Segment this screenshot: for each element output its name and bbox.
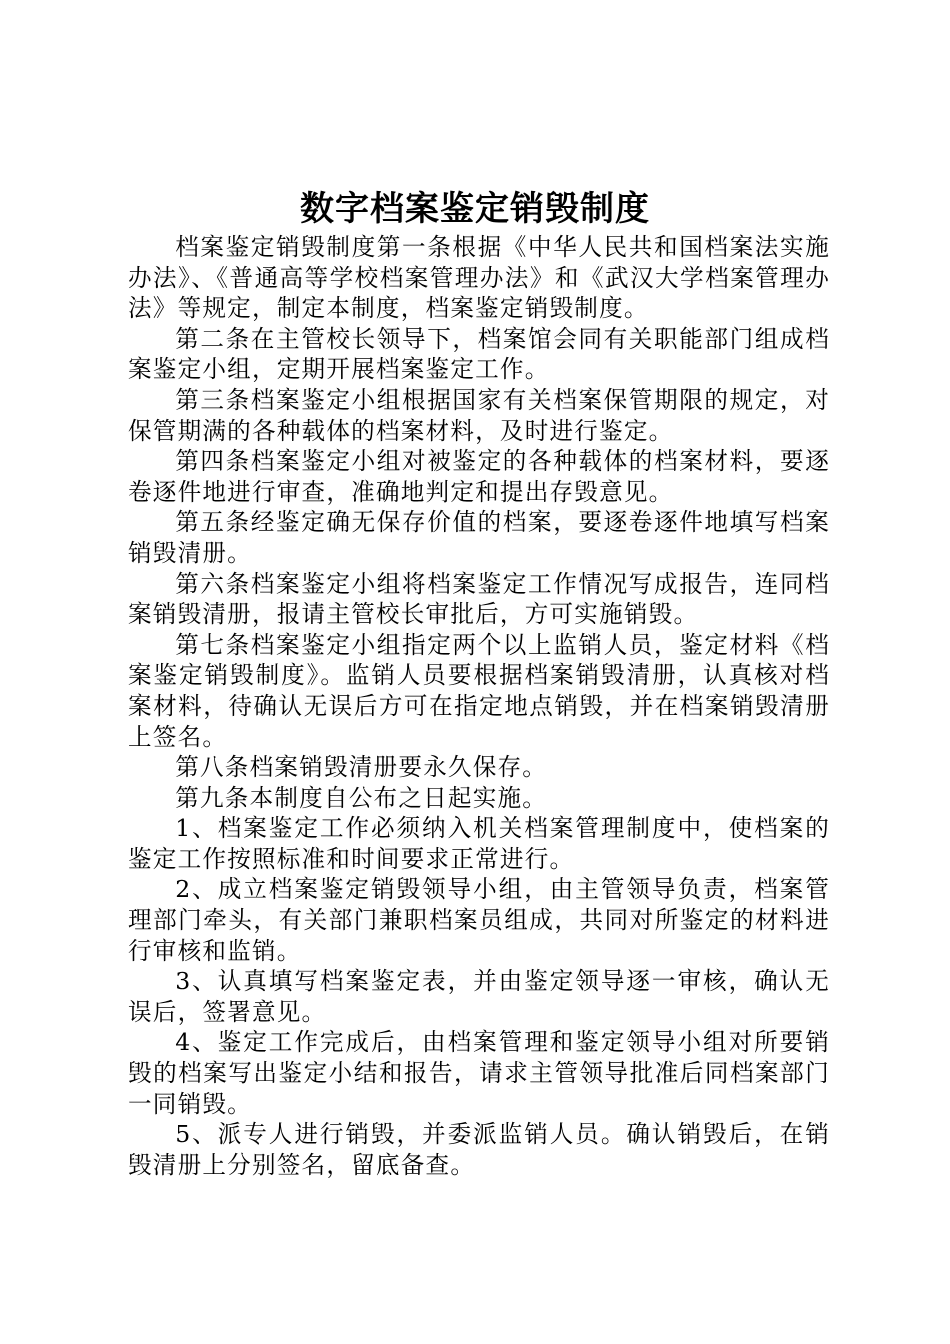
paragraph-article-4: 第四条档案鉴定小组对被鉴定的各种载体的档案材料，要逐卷逐件地进行审查，准确地判定和提出存毁意见。 (128, 447, 830, 506)
paragraph-item-4: 4、鉴定工作完成后，由档案管理和鉴定领导小组对所要销毁的档案写出鉴定小结和报告，请求主管领导批准后同档案部门一同销毁。 (128, 1028, 830, 1118)
paragraph-article-2: 第二条在主管校长领导下，档案馆会同有关职能部门组成档案鉴定小组，定期开展档案鉴定工作。 (128, 324, 830, 384)
paragraph-article-9: 第九条本制度自公布之日起实施。 (175, 783, 548, 812)
paragraph-article-5: 第五条经鉴定确无保存价值的档案，要逐卷逐件地填写档案销毁清册。 (128, 508, 830, 567)
paragraph-article-7: 第七条档案鉴定小组指定两个以上监销人员，鉴定材料《档案鉴定销毁制度》。监销人员要根据档案销毁清册，认真核对档案材料，待确认无误后方可在指定地点销毁，并在档案销毁清册上签名。 (128, 630, 830, 751)
document-body (128, 232, 830, 1180)
paragraph-article-1: 档案鉴定销毁制度第一条根据《中华人民共和国档案法实施办法》、《普通高等学校档案管理办法》和《武汉大学档案管理办法》等规定，制定本制度，档案鉴定销毁制度。 (128, 233, 830, 323)
paragraph-article-8: 第八条档案销毁清册要永久保存。 (175, 753, 548, 782)
paragraph-article-3: 第三条档案鉴定小组根据国家有关档案保管期限的规定，对保管期满的各种载体的档案材料，及时进行鉴定。 (128, 385, 830, 445)
paragraph-item-3: 3、认真填写档案鉴定表，并由鉴定领导逐一审核，确认无误后，签署意见。 (128, 967, 830, 1026)
document-title: 数字档案鉴定销毁制度 (300, 189, 650, 229)
paragraph-item-2: 2、成立档案鉴定销毁领导小组，由主管领导负责，档案管理部门牵头，有关部门兼职档案员组成，共同对所鉴定的材料进行审核和监销。 (128, 875, 830, 965)
paragraph-article-6: 第六条档案鉴定小组将档案鉴定工作情况写成报告，连同档案销毁清册，报请主管校长审批后，方可实施销毁。 (128, 569, 830, 629)
paragraph-item-5: 5、派专人进行销毁，并委派监销人员。确认销毁后，在销毁清册上分别签名，留底备查。 (128, 1120, 830, 1179)
paragraph-item-1: 1、档案鉴定工作必须纳入机关档案管理制度中，使档案的鉴定工作按照标准和时间要求正常进行。 (128, 814, 830, 873)
